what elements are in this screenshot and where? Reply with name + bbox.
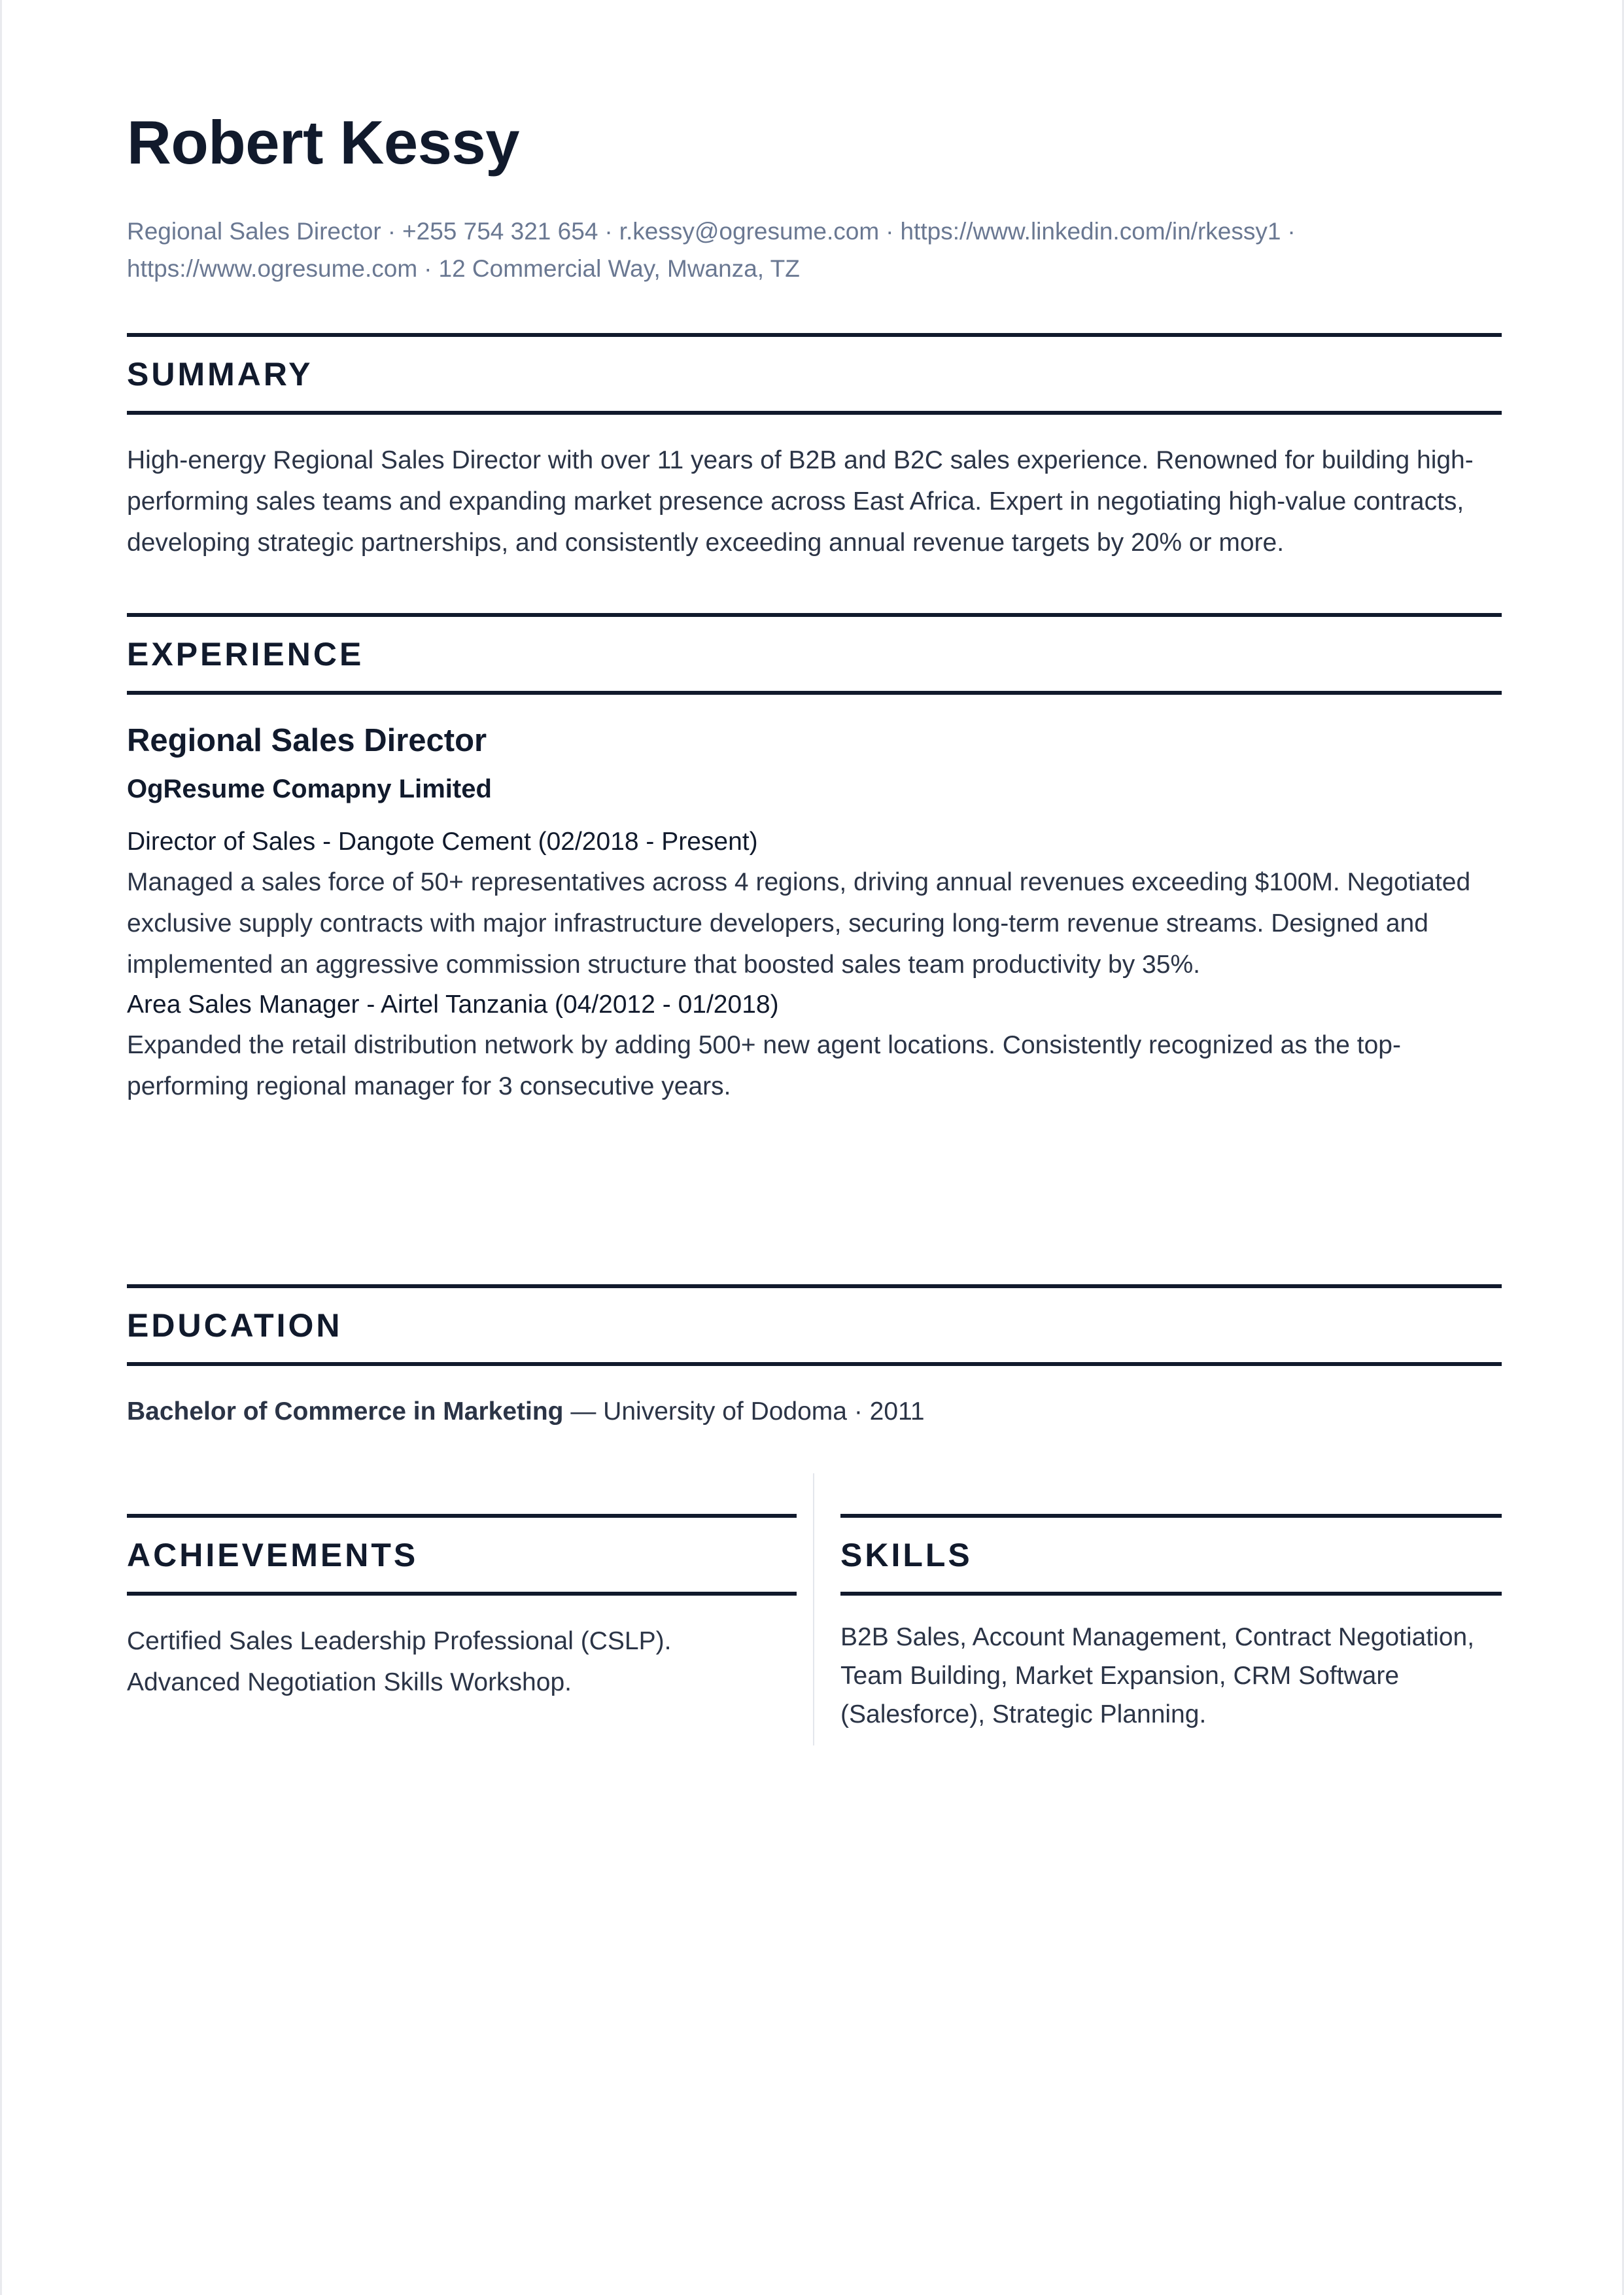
summary-section [127, 333, 1502, 563]
achievements-title: ACHIEVEMENTS [127, 1536, 419, 1573]
role-heading: Director of Sales - Dangote Cement (02/2018 - Present) [127, 828, 758, 856]
education-header [127, 1284, 1502, 1366]
resume-content [127, 108, 1502, 1728]
contact-separator: · [424, 255, 432, 283]
contact-separator: · [604, 218, 613, 245]
contact-linkedin-link[interactable]: https://www.linkedin.com/in/rkessy1 [900, 218, 1281, 245]
contact-info [127, 213, 1502, 287]
contact-separator: · [886, 218, 894, 245]
two-column-area [127, 1473, 1502, 1745]
skills-header [840, 1514, 1502, 1596]
education-separator: · [846, 1397, 870, 1426]
experience-section [127, 613, 1502, 1107]
contact-website-link[interactable]: https://www.ogresume.com [127, 255, 418, 283]
achievement-item: Certified Sales Leadership Professional (CSLP). [127, 1627, 672, 1655]
role-description: Expanded the retail distribution network by adding 500+ new agent locations. Consistently recognized as the top-performing regional manager for 3 consecutive years. [127, 1031, 1401, 1100]
skills-text: B2B Sales, Account Management, Contract Negotiation, Team Building, Market Expansion, CRM Software (Salesforce), Strategic Planning. [840, 1623, 1475, 1728]
candidate-name: Robert Kessy [127, 108, 519, 177]
role-description: Managed a sales force of 50+ representatives across 4 regions, driving annual revenues exceeding $100M. Negotiated exclusive supply contracts with major infrastructure developers, securing long-term revenue streams. Designed and implemented an aggressive commission structure that boosted sales team productivity by 35%. [127, 868, 1471, 979]
contact-phone: +255 754 321 654 [402, 218, 598, 245]
achievements-header [127, 1514, 797, 1596]
contact-line-2 [127, 250, 1502, 287]
contact-email[interactable]: r.kessy@ogresume.com [619, 218, 880, 245]
skills-title: SKILLS [840, 1536, 973, 1573]
summary-title: SUMMARY [127, 355, 313, 393]
experience-title: EXPERIENCE [127, 635, 364, 673]
education-dash: — [563, 1397, 604, 1426]
company-name: OgResume Comapny Limited [127, 775, 492, 803]
achievement-item: Advanced Negotiation Skills Workshop. [127, 1668, 572, 1696]
column-divider [813, 1473, 814, 1745]
contact-line-1 [127, 213, 1502, 250]
education-degree: Bachelor of Commerce in Marketing [127, 1397, 564, 1426]
contact-job-title: Regional Sales Director [127, 218, 381, 245]
achievements-section [127, 1514, 797, 1703]
contact-separator: · [1287, 218, 1296, 245]
achievements-list [127, 1621, 797, 1703]
contact-address: 12 Commercial Way, Mwanza, TZ [438, 255, 800, 283]
role-heading: Area Sales Manager - Airtel Tanzania (04/2012 - 01/2018) [127, 990, 779, 1019]
education-school: University of Dodoma [603, 1397, 847, 1426]
summary-header [127, 333, 1502, 415]
experience-header [127, 613, 1502, 695]
education-section [127, 1284, 1502, 1431]
education-title: EDUCATION [127, 1306, 343, 1344]
summary-text: High-energy Regional Sales Director with over 11 years of B2B and B2C sales experience. Renowned for building high-performing sales teams and expanding market presence across East Africa. Expert in negotiating high-value contracts, developing strategic partnerships, and consistently exceeding annual revenue targets by 20% or more. [127, 446, 1474, 557]
contact-separator: · [387, 218, 396, 245]
job-title: Regional Sales Director [127, 723, 487, 758]
education-entry [127, 1392, 1502, 1431]
skills-section [840, 1514, 1502, 1734]
education-year: 2011 [869, 1397, 925, 1426]
